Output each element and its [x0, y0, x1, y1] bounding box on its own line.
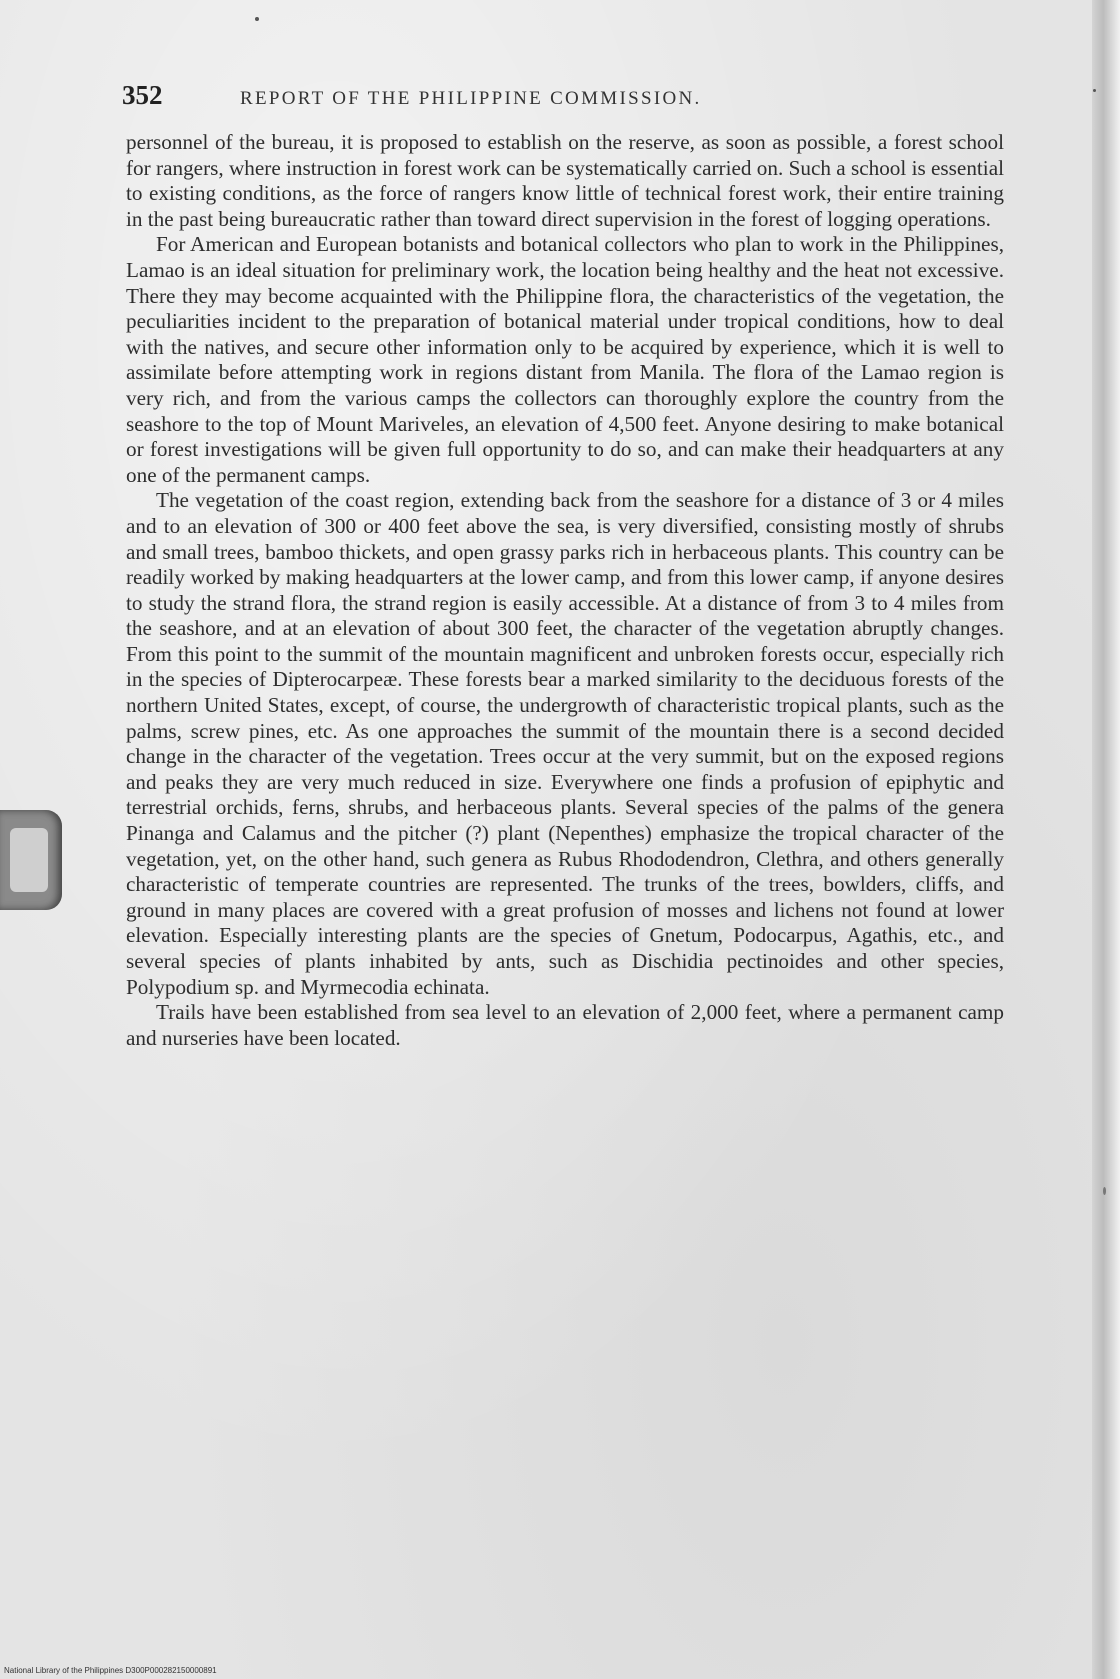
paragraph: The vegetation of the coast region, extending back from the seashore for a distance of 3 or 4 miles and to an elevation of 300 or 400 feet above the sea, is very diversified, consisting mostly of shrubs and small trees, bamboo thickets, and open grassy parks rich in herbaceous plants. This country can be readily worked by making headquarters at the lower camp, and from this lower camp, if anyone desires to study the strand flora, the strand region is easily accessible. At a distance of from 3 to 4 miles from the seashore, and at an elevation of about 300 feet, the character of the vegetation abruptly changes. From this point to the summit of the mountain magnificent and unbroken forests occur, especially rich in the species of Dipterocarpeæ. These forests bear a marked similarity to the deciduous forests of the northern United States, except, of course, the undergrowth of characteristic tropical plants, such as the palms, screw pines, etc. As one approaches the summit of the mountain there is a second decided change in the character of the vegetation. Trees occur at the very summit, but on the exposed regions and peaks they are very much reduced in size. Everywhere one finds a profusion of epiphytic and terrestrial orchids, ferns, shrubs, and herbaceous plants. Several species of the palms of the genera Pinanga and Calamus and the pitcher (?) plant (Nepenthes) emphasize the tropical character of the vegetation, yet, on the other hand, such genera as Rubus Rhododendron, Clethra, and others generally characteristic of temperate countries are represented. The trunks of the trees, bowlders, cliffs, and ground in many places are covered with a great profusion of mosses and lichens not found at lower elevation. Especially interesting plants are the species of Gnetum, Podocarpus, Agathis, etc., and several species of plants inhabited by ants, such as Dischidia pectinoides and other species, Polypodium sp. and Myrmecodia echinata.	[126, 488, 1004, 999]
ink-spot	[1093, 89, 1096, 92]
binder-clip	[0, 810, 62, 910]
page-number: 352	[122, 80, 163, 110]
library-stamp: National Library of the Philippines D300P000282150000891	[4, 1666, 217, 1675]
paragraph: For American and European botanists and botanical collectors who plan to work in the Philippines, Lamao is an ideal situation for preliminary work, the location being healthy and the heat not excessive. There they may become acquainted with the Philippine flora, the characteristics of the vegetation, the peculiarities incident to the preparation of botanical material under tropical conditions, how to deal with the natives, and secure other information only to be acquired by experience, which it is well to assimilate before attempting work in regions distant from Manila. The flora of the Lamao region is very rich, and from the various camps the collectors can thoroughly explore the country from the seashore to the top of Mount Mariveles, an elevation of 4,500 feet. Anyone desiring to make botanical or forest investigations will be given full opportunity to do so, and can make their headquarters at any one of the permanent camps.	[126, 232, 1004, 487]
ink-spot	[1103, 1187, 1106, 1195]
running-title: REPORT OF THE PHILIPPINE COMMISSION.	[240, 88, 702, 109]
paragraph: personnel of the bureau, it is proposed to establish on the reserve, as soon as possible, a forest school for rangers, where instruction in forest work can be systematically carried on. Such a school is essential to existing conditions, as the force of rangers know little of technical forest work, their entire training in the past being bureaucratic rather than toward direct supervision in the forest of logging operations.	[126, 130, 1004, 231]
page-header	[122, 80, 1002, 116]
ink-spot	[255, 17, 259, 21]
body-text	[126, 130, 1004, 1051]
paragraph: Trails have been established from sea level to an elevation of 2,000 feet, where a permanent camp and nurseries have been located.	[126, 1000, 1004, 1050]
page-edge-shadow	[1092, 0, 1120, 1679]
